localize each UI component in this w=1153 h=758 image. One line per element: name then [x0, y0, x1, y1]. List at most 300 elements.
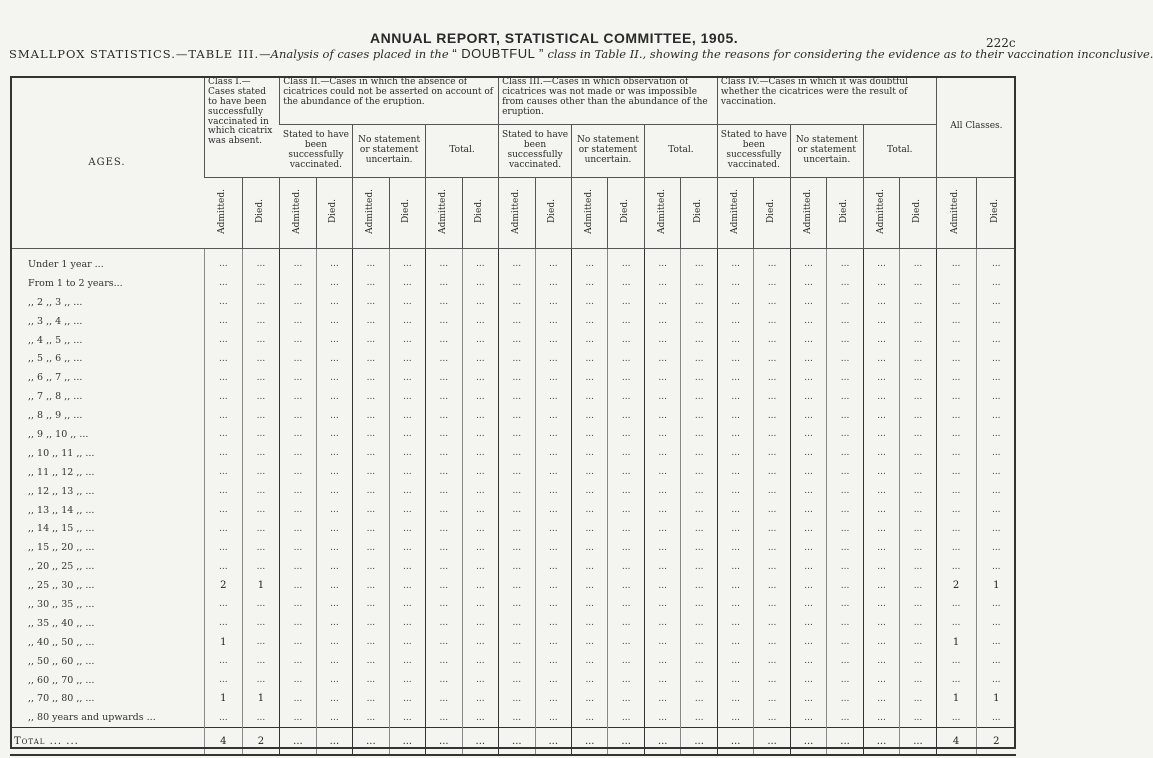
class1-admitted: ... [205, 482, 243, 501]
died-label: Died. [990, 199, 1001, 224]
empty-cell: ... [572, 349, 608, 368]
died-column-header [316, 178, 352, 249]
empty-cell: ... [900, 312, 936, 331]
class1-died: ... [242, 387, 280, 406]
empty-cell: ... [790, 671, 826, 690]
empty-cell: ... [499, 387, 535, 406]
all-died: ... [976, 368, 1016, 387]
empty-cell: ... [316, 557, 352, 576]
empty-cell: ... [353, 633, 389, 652]
class1-admitted: ... [205, 349, 243, 368]
empty-cell: ... [827, 671, 863, 690]
empty-cell: ... [900, 595, 936, 614]
empty-cell: ... [353, 463, 389, 482]
admitted-column-header [572, 178, 608, 249]
empty-cell: ... [353, 387, 389, 406]
empty-cell: ... [863, 293, 899, 312]
class1-admitted: ... [205, 249, 243, 274]
age-label: ,, 15 ,, 20 ,, ... [28, 542, 95, 554]
all-admitted: ... [936, 463, 976, 482]
class1-admitted: ... [205, 463, 243, 482]
empty-cell: ... [863, 331, 899, 350]
empty-cell: ... [499, 538, 535, 557]
empty-cell: ... [389, 349, 425, 368]
empty-cell: ... [280, 387, 316, 406]
empty-cell: ... [572, 595, 608, 614]
empty-cell: ... [717, 312, 753, 331]
empty-cell: ... [681, 482, 718, 501]
empty-cell: ... [499, 595, 535, 614]
died-column-header [976, 178, 1016, 249]
class1-died: ... [242, 274, 280, 293]
empty-cell: ... [316, 463, 352, 482]
empty-cell: ... [426, 482, 462, 501]
empty-cell: ... [535, 312, 571, 331]
empty-cell: ... [572, 406, 608, 425]
empty-cell: ... [462, 444, 499, 463]
empty-cell: ... [462, 331, 499, 350]
empty-cell: ... [900, 249, 936, 274]
empty-cell: ... [426, 312, 462, 331]
empty-cell: ... [280, 249, 316, 274]
all-died: ... [976, 331, 1016, 350]
all-died: ... [976, 406, 1016, 425]
age-label: ,, 6 ,, 7 ,, ... [28, 372, 83, 384]
empty-cell: ... [754, 387, 790, 406]
all-died: ... [976, 463, 1016, 482]
empty-cell: ... [900, 633, 936, 652]
empty-cell: ... [608, 519, 644, 538]
empty-cell: ... [389, 501, 425, 520]
empty-cell: ... [280, 274, 316, 293]
empty-cell: ... [280, 482, 316, 501]
empty-cell: ... [754, 249, 790, 274]
admitted-column-header [790, 178, 826, 249]
empty-cell: ... [827, 595, 863, 614]
empty-cell: ... [644, 708, 680, 727]
empty-cell: ... [681, 274, 718, 293]
empty-cell: ... [462, 671, 499, 690]
empty-cell: ... [644, 444, 680, 463]
died-column-header [242, 178, 280, 249]
died-column-header [608, 178, 644, 249]
empty-cell: ... [790, 689, 826, 708]
died-column-header [754, 178, 790, 249]
all-died: ... [976, 425, 1016, 444]
empty-cell: ... [462, 557, 499, 576]
empty-cell: ... [316, 349, 352, 368]
empty-cell: ... [863, 652, 899, 671]
class1-admitted: ... [205, 614, 243, 633]
empty-cell: ... [535, 331, 571, 350]
empty-cell: ... [681, 406, 718, 425]
empty-cell: ... [900, 482, 936, 501]
died-column-header [462, 178, 499, 249]
class1-died: ... [242, 708, 280, 727]
all-admitted: ... [936, 671, 976, 690]
empty-cell: ... [754, 312, 790, 331]
empty-cell: ... [572, 519, 608, 538]
empty-cell: ... [353, 652, 389, 671]
all-admitted: ... [936, 538, 976, 557]
empty-cell: ... [827, 652, 863, 671]
empty-cell: ... [863, 501, 899, 520]
admitted-label: Admitted. [802, 188, 813, 234]
empty-cell: ... [353, 689, 389, 708]
empty-cell: ... [827, 708, 863, 727]
empty-cell: ... [790, 519, 826, 538]
empty-cell: ... [754, 293, 790, 312]
class1-died: ... [242, 463, 280, 482]
table-row [10, 312, 1016, 331]
table-row [10, 387, 1016, 406]
empty-cell: ... [681, 689, 718, 708]
class1-admitted: ... [205, 519, 243, 538]
all-admitted: 2 [936, 576, 976, 595]
died-label: Died. [328, 199, 339, 224]
empty-cell: ... [316, 671, 352, 690]
empty-cell: ... [790, 349, 826, 368]
table-row [10, 652, 1016, 671]
empty-cell: ... [426, 425, 462, 444]
empty-cell: ... [717, 463, 753, 482]
empty-cell: ... [681, 444, 718, 463]
age-label: ,, 5 ,, 6 ,, ... [28, 353, 83, 365]
age-label: ,, 4 ,, 5 ,, ... [28, 334, 83, 346]
empty-cell: ... [608, 387, 644, 406]
empty-cell: ... [681, 633, 718, 652]
empty-cell: ... [535, 387, 571, 406]
empty-cell: ... [681, 728, 718, 756]
all-admitted: ... [936, 708, 976, 727]
empty-cell: ... [280, 576, 316, 595]
empty-cell: ... [389, 444, 425, 463]
empty-cell: ... [790, 293, 826, 312]
empty-cell: ... [535, 538, 571, 557]
empty-cell: ... [462, 595, 499, 614]
empty-cell: ... [681, 312, 718, 331]
empty-cell: ... [644, 728, 680, 756]
empty-cell: ... [681, 425, 718, 444]
empty-cell: ... [426, 368, 462, 387]
age-label: ,, 25 ,, 30 ,, ... [28, 580, 95, 592]
table-body [10, 249, 1016, 756]
empty-cell: ... [790, 482, 826, 501]
all-died: ... [976, 387, 1016, 406]
empty-cell: ... [499, 501, 535, 520]
empty-cell: ... [426, 689, 462, 708]
empty-cell: ... [790, 614, 826, 633]
empty-cell: ... [644, 249, 680, 274]
empty-cell: ... [426, 595, 462, 614]
empty-cell: ... [280, 538, 316, 557]
empty-cell: ... [316, 406, 352, 425]
empty-cell: ... [499, 557, 535, 576]
class2-nostatement: No statement or statement uncertain. [353, 125, 426, 178]
empty-cell: ... [900, 652, 936, 671]
empty-cell: ... [644, 482, 680, 501]
empty-cell: ... [462, 501, 499, 520]
empty-cell: ... [535, 349, 571, 368]
empty-cell: ... [499, 671, 535, 690]
empty-cell: ... [754, 708, 790, 727]
empty-cell: ... [900, 331, 936, 350]
empty-cell: ... [389, 557, 425, 576]
table-row [10, 482, 1016, 501]
admitted-column-header [499, 178, 535, 249]
empty-cell: ... [389, 293, 425, 312]
empty-cell: ... [426, 387, 462, 406]
empty-cell: ... [462, 293, 499, 312]
empty-cell: ... [644, 557, 680, 576]
empty-cell: ... [426, 671, 462, 690]
all-died: ... [976, 519, 1016, 538]
table-row [10, 576, 1016, 595]
empty-cell: ... [426, 519, 462, 538]
empty-cell: ... [462, 312, 499, 331]
all-died: ... [976, 274, 1016, 293]
empty-cell: ... [426, 463, 462, 482]
empty-cell: ... [900, 519, 936, 538]
class1-died: ... [242, 368, 280, 387]
empty-cell: ... [499, 249, 535, 274]
empty-cell: ... [462, 728, 499, 756]
empty-cell: ... [389, 249, 425, 274]
empty-cell: ... [353, 482, 389, 501]
admitted-label: Admitted. [583, 188, 594, 234]
empty-cell: ... [316, 595, 352, 614]
empty-cell: ... [754, 501, 790, 520]
empty-cell: ... [499, 728, 535, 756]
empty-cell: ... [644, 425, 680, 444]
empty-cell: ... [535, 557, 571, 576]
empty-cell: ... [827, 538, 863, 557]
empty-cell: ... [353, 708, 389, 727]
table-row [10, 368, 1016, 387]
class1-admitted: ... [205, 312, 243, 331]
all-admitted: ... [936, 274, 976, 293]
empty-cell: ... [717, 557, 753, 576]
empty-cell: ... [608, 368, 644, 387]
empty-cell: ... [827, 406, 863, 425]
all-died: ... [976, 249, 1016, 274]
class1-died: 2 [242, 728, 280, 756]
empty-cell: ... [754, 614, 790, 633]
table-row [10, 274, 1016, 293]
age-label: ,, 13 ,, 14 ,, ... [28, 504, 95, 516]
empty-cell: ... [316, 368, 352, 387]
empty-cell: ... [572, 368, 608, 387]
died-column-header [389, 178, 425, 249]
empty-cell: ... [316, 519, 352, 538]
empty-cell: ... [353, 293, 389, 312]
all-died: 1 [976, 576, 1016, 595]
empty-cell: ... [316, 576, 352, 595]
empty-cell: ... [353, 444, 389, 463]
empty-cell: ... [353, 538, 389, 557]
empty-cell: ... [900, 425, 936, 444]
empty-cell: ... [353, 557, 389, 576]
empty-cell: ... [644, 576, 680, 595]
class1-admitted: ... [205, 671, 243, 690]
empty-cell: ... [754, 463, 790, 482]
empty-cell: ... [462, 274, 499, 293]
age-label: ,, 20 ,, 25 ,, ... [28, 561, 95, 573]
table-row [10, 595, 1016, 614]
all-died: ... [976, 444, 1016, 463]
empty-cell: ... [499, 614, 535, 633]
empty-cell: ... [754, 538, 790, 557]
empty-cell: ... [535, 463, 571, 482]
all-admitted: 1 [936, 633, 976, 652]
empty-cell: ... [754, 406, 790, 425]
class4-header: Class IV.—Cases in which it was doubtful whether the cicatrices were the result of vaccination. [717, 76, 936, 125]
empty-cell: ... [900, 368, 936, 387]
age-label: ,, 14 ,, 15 ,, ... [28, 523, 95, 535]
empty-cell: ... [535, 293, 571, 312]
all-died: ... [976, 671, 1016, 690]
empty-cell: ... [462, 425, 499, 444]
admitted-label: Admitted. [729, 188, 740, 234]
all-admitted: 4 [936, 728, 976, 756]
empty-cell: ... [353, 368, 389, 387]
class4-nostatement: No statement or statement uncertain. [790, 125, 863, 178]
empty-cell: ... [681, 538, 718, 557]
all-died: ... [976, 557, 1016, 576]
empty-cell: ... [790, 425, 826, 444]
empty-cell: ... [426, 349, 462, 368]
empty-cell: ... [462, 463, 499, 482]
empty-cell: ... [754, 482, 790, 501]
empty-cell: ... [353, 349, 389, 368]
empty-cell: ... [499, 576, 535, 595]
empty-cell: ... [280, 463, 316, 482]
empty-cell: ... [608, 689, 644, 708]
empty-cell: ... [426, 614, 462, 633]
empty-cell: ... [389, 708, 425, 727]
empty-cell: ... [572, 249, 608, 274]
empty-cell: ... [754, 274, 790, 293]
empty-cell: ... [608, 274, 644, 293]
table-label: SMALLPOX STATISTICS.—TABLE III. [9, 47, 260, 61]
empty-cell: ... [900, 463, 936, 482]
admitted-label: Admitted. [656, 188, 667, 234]
empty-cell: ... [426, 444, 462, 463]
class3-total: Total. [644, 125, 717, 178]
empty-cell: ... [681, 331, 718, 350]
died-label: Died. [620, 199, 631, 224]
empty-cell: ... [572, 387, 608, 406]
empty-cell: ... [754, 349, 790, 368]
empty-cell: ... [316, 728, 352, 756]
empty-cell: ... [353, 501, 389, 520]
empty-cell: ... [608, 406, 644, 425]
died-column-header [900, 178, 936, 249]
empty-cell: ... [644, 368, 680, 387]
class2-header: Class II.—Cases in which the absence of cicatrices could not be asserted on account of the abundance of the eruption. [280, 76, 499, 125]
empty-cell: ... [389, 689, 425, 708]
empty-cell: ... [827, 249, 863, 274]
admitted-column-header [205, 178, 243, 249]
class1-died: ... [242, 425, 280, 444]
empty-cell: ... [644, 538, 680, 557]
empty-cell: ... [389, 671, 425, 690]
empty-cell: ... [717, 595, 753, 614]
class1-admitted: ... [205, 557, 243, 576]
caption-after: class in Table II., showing the reasons for considering the evidence as to their vaccination inconclusive. [547, 47, 1153, 61]
empty-cell: ... [900, 501, 936, 520]
empty-cell: ... [717, 444, 753, 463]
empty-cell: ... [316, 633, 352, 652]
empty-cell: ... [499, 689, 535, 708]
empty-cell: ... [353, 425, 389, 444]
died-label: Died. [474, 199, 485, 224]
empty-cell: ... [389, 614, 425, 633]
empty-cell: ... [827, 633, 863, 652]
empty-cell: ... [572, 293, 608, 312]
empty-cell: ... [462, 387, 499, 406]
admitted-label: Admitted. [364, 188, 375, 234]
empty-cell: ... [499, 444, 535, 463]
empty-cell: ... [863, 312, 899, 331]
empty-cell: ... [316, 312, 352, 331]
empty-cell: ... [462, 708, 499, 727]
age-label: ,, 10 ,, 11 ,, ... [28, 447, 95, 459]
empty-cell: ... [572, 557, 608, 576]
empty-cell: ... [608, 293, 644, 312]
age-label: ,, 35 ,, 40 ,, ... [28, 617, 95, 629]
all-admitted: ... [936, 519, 976, 538]
empty-cell: ... [644, 633, 680, 652]
empty-cell: ... [681, 349, 718, 368]
table-caption [9, 46, 1153, 61]
all-died: ... [976, 614, 1016, 633]
empty-cell: ... [900, 728, 936, 756]
empty-cell: ... [572, 689, 608, 708]
empty-cell: ... [280, 689, 316, 708]
empty-cell: ... [426, 576, 462, 595]
empty-cell: ... [863, 463, 899, 482]
empty-cell: ... [572, 538, 608, 557]
empty-cell: ... [644, 312, 680, 331]
table-row [10, 444, 1016, 463]
class1-died: ... [242, 595, 280, 614]
empty-cell: ... [717, 652, 753, 671]
all-died: ... [976, 595, 1016, 614]
class1-died: ... [242, 557, 280, 576]
table-row [10, 519, 1016, 538]
all-admitted: ... [936, 312, 976, 331]
empty-cell: ... [644, 331, 680, 350]
died-column-header [535, 178, 571, 249]
empty-cell: ... [790, 576, 826, 595]
empty-cell: ... [827, 368, 863, 387]
died-column-header [827, 178, 863, 249]
empty-cell: ... [681, 387, 718, 406]
age-label: Total ... ... [10, 728, 205, 756]
empty-cell: ... [535, 652, 571, 671]
empty-cell: ... [426, 557, 462, 576]
empty-cell: ... [900, 387, 936, 406]
empty-cell: ... [499, 349, 535, 368]
empty-cell: ... [608, 425, 644, 444]
doubtful-label: “ DOUBTFUL ” [452, 46, 544, 61]
empty-cell: ... [389, 387, 425, 406]
empty-cell: ... [717, 406, 753, 425]
age-label: From 1 to 2 years... [28, 277, 123, 289]
empty-cell: ... [681, 614, 718, 633]
age-label: ,, 40 ,, 50 ,, ... [28, 636, 95, 648]
